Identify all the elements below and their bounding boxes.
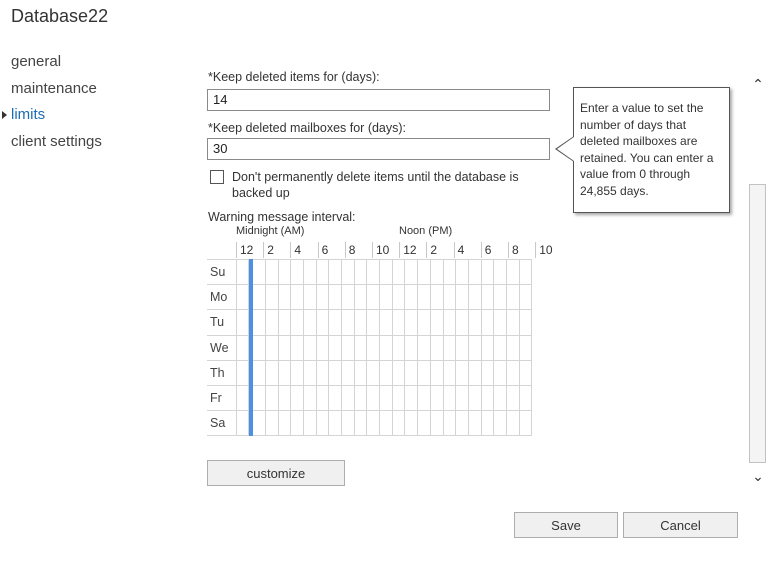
- schedule-cell[interactable]: [468, 310, 481, 335]
- schedule-cell[interactable]: [430, 285, 443, 310]
- schedule-cell[interactable]: [519, 260, 532, 285]
- schedule-cell[interactable]: [468, 260, 481, 285]
- schedule-cell[interactable]: [354, 360, 367, 385]
- hour-label: 4: [290, 242, 301, 258]
- schedule-cell[interactable]: [430, 411, 443, 436]
- warning-schedule-grid: [207, 242, 563, 436]
- schedule-cell[interactable]: [354, 335, 367, 360]
- keep-items-label: *Keep deleted items for (days):: [208, 70, 380, 84]
- schedule-cell[interactable]: [303, 335, 316, 360]
- schedule-cell[interactable]: [342, 260, 355, 285]
- schedule-cell[interactable]: [278, 411, 291, 436]
- scrollbar-thumb[interactable]: [749, 184, 766, 463]
- schedule-cell[interactable]: [430, 310, 443, 335]
- schedule-cell[interactable]: [291, 285, 304, 310]
- schedule-cell[interactable]: [316, 385, 329, 410]
- schedule-cell[interactable]: [253, 310, 266, 335]
- schedule-cell[interactable]: [354, 285, 367, 310]
- schedule-cell[interactable]: [380, 285, 393, 310]
- schedule-cell[interactable]: [506, 360, 519, 385]
- midnight-label: Midnight (AM): [236, 225, 305, 237]
- hour-label: 8: [345, 242, 356, 258]
- schedule-cell[interactable]: [367, 260, 380, 285]
- schedule-cell[interactable]: [253, 360, 266, 385]
- schedule-cell[interactable]: [481, 260, 494, 285]
- schedule-cell[interactable]: [506, 260, 519, 285]
- schedule-cell[interactable]: [481, 411, 494, 436]
- schedule-cell[interactable]: [278, 260, 291, 285]
- day-label: Su: [207, 260, 236, 285]
- schedule-cell[interactable]: [519, 360, 532, 385]
- schedule-cell[interactable]: [342, 285, 355, 310]
- schedule-cell[interactable]: [468, 360, 481, 385]
- schedule-cell[interactable]: [316, 360, 329, 385]
- schedule-cell[interactable]: [494, 285, 507, 310]
- schedule-cell[interactable]: [392, 285, 405, 310]
- schedule-cell[interactable]: [506, 310, 519, 335]
- chevron-down-icon[interactable]: ⌄: [752, 468, 764, 484]
- nav-item-label: limits: [11, 106, 46, 123]
- schedule-cell[interactable]: [418, 335, 431, 360]
- hour-label: 2: [263, 242, 274, 258]
- schedule-cell[interactable]: [278, 285, 291, 310]
- hour-label: 4: [454, 242, 465, 258]
- schedule-cell[interactable]: [430, 260, 443, 285]
- schedule-cell[interactable]: [468, 411, 481, 436]
- schedule-cell[interactable]: [392, 385, 405, 410]
- schedule-cell[interactable]: [405, 360, 418, 385]
- schedule-cell[interactable]: [303, 310, 316, 335]
- schedule-cell[interactable]: [468, 285, 481, 310]
- schedule-cell[interactable]: [481, 310, 494, 335]
- hour-label: 6: [318, 242, 329, 258]
- schedule-cell[interactable]: [342, 335, 355, 360]
- schedule-cell[interactable]: [481, 385, 494, 410]
- schedule-cell[interactable]: [367, 360, 380, 385]
- schedule-cell[interactable]: [316, 310, 329, 335]
- day-label: Fr: [207, 385, 236, 410]
- schedule-cell[interactable]: [329, 335, 342, 360]
- schedule-cell[interactable]: [278, 310, 291, 335]
- day-label: We: [207, 335, 236, 360]
- schedule-cell[interactable]: [494, 310, 507, 335]
- schedule-cell[interactable]: [494, 260, 507, 285]
- schedule-cell[interactable]: [443, 285, 456, 310]
- schedule-cell[interactable]: [329, 385, 342, 410]
- schedule-cell[interactable]: [418, 310, 431, 335]
- schedule-cell[interactable]: [468, 385, 481, 410]
- caret-right-icon: [2, 111, 7, 119]
- schedule-cell[interactable]: [392, 335, 405, 360]
- schedule-cell[interactable]: [253, 411, 266, 436]
- schedule-cell[interactable]: [303, 260, 316, 285]
- schedule-cell[interactable]: [519, 310, 532, 335]
- schedule-cell[interactable]: [367, 285, 380, 310]
- schedule-cell[interactable]: [392, 360, 405, 385]
- schedule-cell[interactable]: [342, 360, 355, 385]
- schedule-cell[interactable]: [418, 285, 431, 310]
- nav-item-general[interactable]: [0, 52, 102, 79]
- schedule-cell[interactable]: [236, 310, 249, 335]
- schedule-cell[interactable]: [329, 260, 342, 285]
- schedule-cell[interactable]: [519, 335, 532, 360]
- schedule-cell[interactable]: [443, 411, 456, 436]
- hour-label: 12: [399, 242, 416, 258]
- keep-mailboxes-input[interactable]: [207, 138, 550, 160]
- schedule-cell[interactable]: [265, 260, 278, 285]
- schedule-cell[interactable]: [253, 385, 266, 410]
- schedule-cell[interactable]: [494, 360, 507, 385]
- schedule-cell[interactable]: [405, 285, 418, 310]
- schedule-cell[interactable]: [430, 335, 443, 360]
- schedule-cell[interactable]: [291, 411, 304, 436]
- warning-interval-label: Warning message interval:: [208, 210, 356, 224]
- hour-label: 10: [535, 242, 552, 258]
- schedule-cell[interactable]: [354, 310, 367, 335]
- schedule-cell[interactable]: [291, 310, 304, 335]
- schedule-cell[interactable]: [278, 335, 291, 360]
- schedule-cell[interactable]: [418, 260, 431, 285]
- day-label: Mo: [207, 285, 236, 310]
- schedule-cell[interactable]: [494, 385, 507, 410]
- schedule-cell[interactable]: [265, 385, 278, 410]
- schedule-cell[interactable]: [405, 260, 418, 285]
- chevron-up-icon[interactable]: ⌃: [752, 76, 764, 92]
- schedule-row: [207, 310, 532, 335]
- nav-item-client-settings[interactable]: [0, 132, 102, 159]
- schedule-cell[interactable]: [291, 260, 304, 285]
- schedule-cell[interactable]: [405, 411, 418, 436]
- schedule-cell[interactable]: [481, 335, 494, 360]
- save-button[interactable]: Save: [514, 512, 618, 538]
- schedule-cell[interactable]: [265, 285, 278, 310]
- schedule-cell[interactable]: [468, 335, 481, 360]
- schedule-table: [207, 259, 532, 436]
- schedule-cell[interactable]: [443, 260, 456, 285]
- schedule-cell[interactable]: [367, 411, 380, 436]
- schedule-cell[interactable]: [405, 310, 418, 335]
- schedule-cell[interactable]: [316, 335, 329, 360]
- schedule-cell[interactable]: [519, 285, 532, 310]
- schedule-cell[interactable]: [367, 335, 380, 360]
- schedule-cell[interactable]: [418, 360, 431, 385]
- schedule-cell[interactable]: [354, 411, 367, 436]
- nav-item-maintenance[interactable]: [0, 79, 102, 106]
- schedule-cell[interactable]: [380, 385, 393, 410]
- schedule-cell[interactable]: [456, 411, 469, 436]
- schedule-cell[interactable]: [236, 335, 249, 360]
- schedule-cell[interactable]: [291, 335, 304, 360]
- schedule-cell[interactable]: [519, 385, 532, 410]
- schedule-cell[interactable]: [265, 411, 278, 436]
- schedule-cell[interactable]: [291, 360, 304, 385]
- nav-item-label: maintenance: [11, 79, 97, 97]
- schedule-row: [207, 360, 532, 385]
- schedule-cell[interactable]: [456, 260, 469, 285]
- schedule-cell[interactable]: [380, 260, 393, 285]
- schedule-cell[interactable]: [380, 411, 393, 436]
- noon-label: Noon (PM): [399, 225, 453, 237]
- schedule-cell[interactable]: [392, 411, 405, 436]
- schedule-cell[interactable]: [342, 411, 355, 436]
- schedule-cell[interactable]: [303, 285, 316, 310]
- backup-checkbox-label: Don't permanently delete items until the database is backed up: [232, 170, 519, 200]
- schedule-cell[interactable]: [342, 385, 355, 410]
- schedule-cell[interactable]: [354, 385, 367, 410]
- schedule-cell[interactable]: [236, 260, 249, 285]
- customize-button[interactable]: customize: [207, 460, 345, 486]
- schedule-cell[interactable]: [354, 260, 367, 285]
- schedule-cell[interactable]: [494, 411, 507, 436]
- schedule-cell[interactable]: [380, 335, 393, 360]
- schedule-cell[interactable]: [405, 335, 418, 360]
- hour-label: 6: [481, 242, 492, 258]
- schedule-cell[interactable]: [253, 285, 266, 310]
- window-title: Database22: [11, 6, 109, 26]
- schedule-cell[interactable]: [506, 385, 519, 410]
- schedule-cell[interactable]: [380, 360, 393, 385]
- hour-label: 12: [236, 242, 253, 258]
- schedule-cell[interactable]: [443, 310, 456, 335]
- schedule-cell[interactable]: [265, 310, 278, 335]
- schedule-cell[interactable]: [418, 385, 431, 410]
- schedule-cell[interactable]: [392, 260, 405, 285]
- schedule-cell[interactable]: [303, 411, 316, 436]
- schedule-cell[interactable]: [265, 335, 278, 360]
- schedule-cell[interactable]: [456, 310, 469, 335]
- schedule-row: [207, 260, 532, 285]
- schedule-cell[interactable]: [456, 335, 469, 360]
- schedule-cell[interactable]: [329, 411, 342, 436]
- schedule-cell[interactable]: [481, 285, 494, 310]
- schedule-cell[interactable]: [443, 360, 456, 385]
- schedule-cell[interactable]: [236, 411, 249, 436]
- schedule-cell[interactable]: [380, 310, 393, 335]
- schedule-cell[interactable]: [236, 385, 249, 410]
- schedule-cell[interactable]: [430, 385, 443, 410]
- hour-label: 10: [372, 242, 389, 258]
- schedule-cell[interactable]: [278, 360, 291, 385]
- schedule-cell[interactable]: [418, 411, 431, 436]
- schedule-cell[interactable]: [342, 310, 355, 335]
- schedule-cell[interactable]: [392, 310, 405, 335]
- schedule-cell[interactable]: [316, 285, 329, 310]
- day-label: Tu: [207, 310, 236, 335]
- schedule-cell[interactable]: [506, 335, 519, 360]
- cancel-button[interactable]: Cancel: [623, 512, 738, 538]
- schedule-cell[interactable]: [253, 260, 266, 285]
- schedule-cell[interactable]: [456, 360, 469, 385]
- help-tooltip: Enter a value to set the number of days that deleted mailboxes are retained. You can enter a value from 0 through 24,855 days.: [573, 87, 730, 213]
- schedule-cell[interactable]: [481, 360, 494, 385]
- tooltip-tail-inner: [557, 137, 574, 161]
- keep-items-input[interactable]: [207, 89, 550, 111]
- schedule-cell[interactable]: [506, 285, 519, 310]
- schedule-cell[interactable]: [367, 310, 380, 335]
- schedule-cell[interactable]: [303, 385, 316, 410]
- schedule-cell[interactable]: [265, 360, 278, 385]
- schedule-cell[interactable]: [443, 335, 456, 360]
- schedule-row: [207, 285, 532, 310]
- schedule-cell[interactable]: [405, 385, 418, 410]
- schedule-row: [207, 335, 532, 360]
- schedule-cell[interactable]: [253, 335, 266, 360]
- schedule-cell[interactable]: [316, 411, 329, 436]
- schedule-row: [207, 385, 532, 410]
- schedule-cell[interactable]: [456, 285, 469, 310]
- day-label: Sa: [207, 411, 236, 436]
- sidebar-nav: [0, 52, 102, 158]
- hour-label: 8: [508, 242, 519, 258]
- schedule-cell[interactable]: [456, 385, 469, 410]
- day-label: Th: [207, 360, 236, 385]
- schedule-cell[interactable]: [443, 385, 456, 410]
- schedule-cell[interactable]: [494, 335, 507, 360]
- hour-labels: [207, 242, 563, 259]
- schedule-cell[interactable]: [278, 385, 291, 410]
- schedule-row: [207, 411, 532, 436]
- schedule-cell[interactable]: [236, 360, 249, 385]
- keep-mailboxes-label: *Keep deleted mailboxes for (days):: [208, 121, 407, 135]
- nav-item-label: client settings: [11, 132, 102, 150]
- backup-checkbox[interactable]: [210, 170, 224, 184]
- schedule-cell[interactable]: [291, 385, 304, 410]
- schedule-cell[interactable]: [236, 285, 249, 310]
- schedule-cell[interactable]: [519, 411, 532, 436]
- schedule-cell[interactable]: [303, 360, 316, 385]
- nav-item-limits[interactable]: [0, 105, 102, 132]
- schedule-cell[interactable]: [367, 385, 380, 410]
- hour-label: 2: [426, 242, 437, 258]
- nav-item-label: general: [11, 53, 62, 70]
- schedule-cell[interactable]: [506, 411, 519, 436]
- schedule-cell[interactable]: [329, 360, 342, 385]
- schedule-cell[interactable]: [329, 285, 342, 310]
- schedule-cell[interactable]: [316, 260, 329, 285]
- schedule-cell[interactable]: [329, 310, 342, 335]
- schedule-cell[interactable]: [430, 360, 443, 385]
